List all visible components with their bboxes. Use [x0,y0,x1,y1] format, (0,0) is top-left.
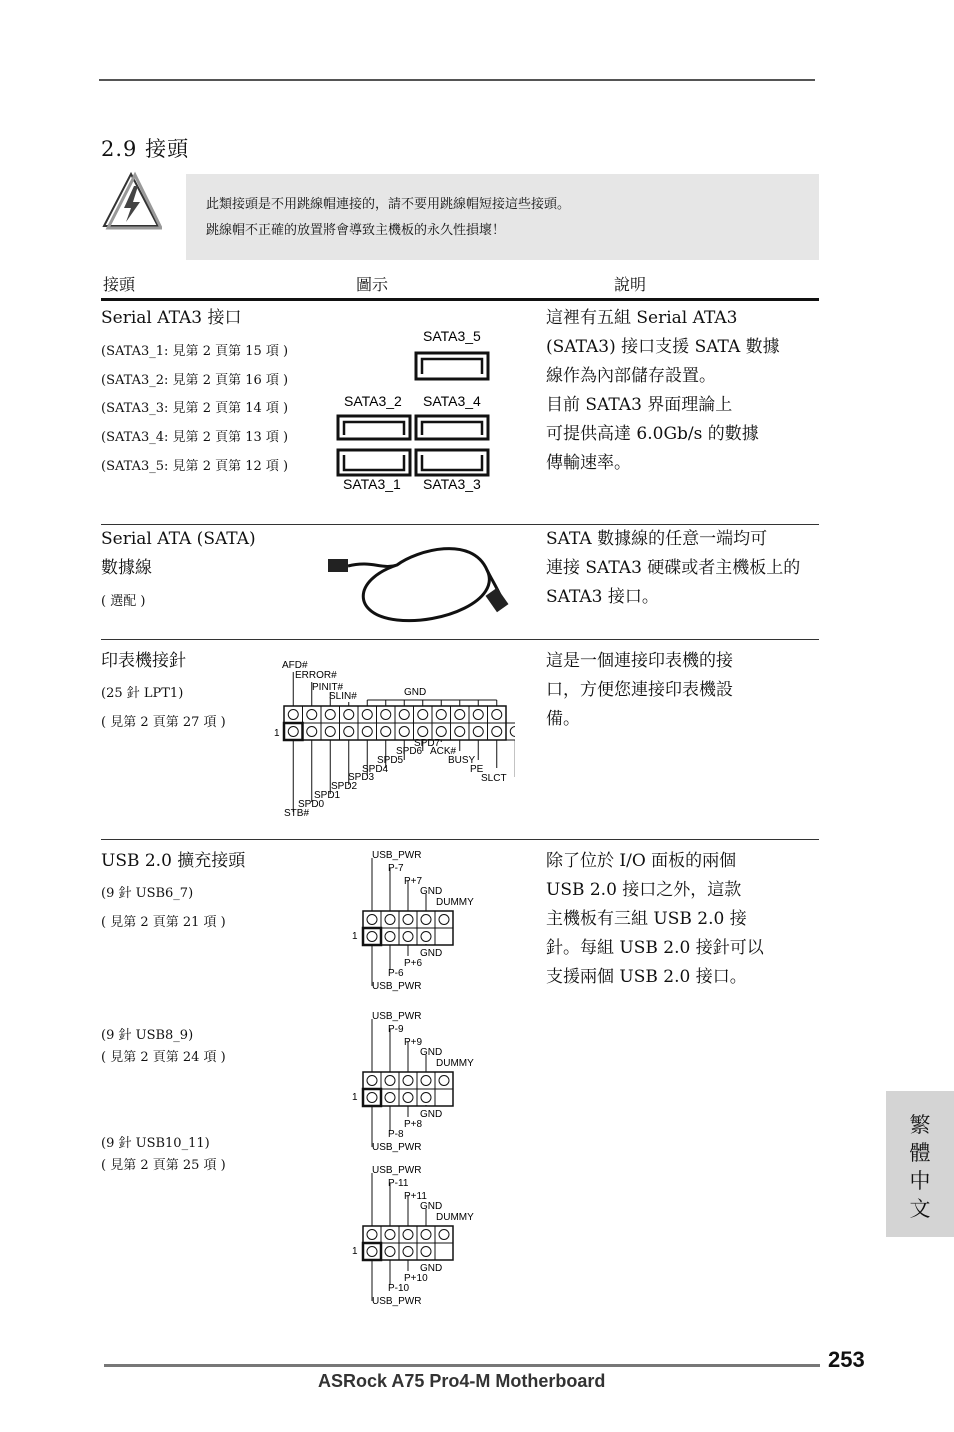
usb-pin-pd: P-8 [388,1129,404,1140]
sata3-desc-line-1: 這裡有五組 Serial ATA3 [546,308,738,328]
pin-spd1: SPD1 [314,790,341,801]
cable-connector-right [486,588,509,612]
usb-pin-gnd2: GND [420,1263,443,1274]
sata3-desc-line-5: 可提供高達 6.0Gb/s 的數據 [546,424,759,444]
side-tab-label: 繁體中文 [909,1113,931,1221]
usb-pin-gnd: GND [420,886,443,897]
sata3-desc-line-3: 線作為內部儲存設置。 [546,366,716,386]
sata3-4-port [416,416,488,439]
printer-desc-line-2: 口，方便您連接印表機設 [546,680,733,700]
language-side-tab [886,1091,954,1237]
usb-pin-pwr2: USB_PWR [372,1296,422,1307]
pin-pinit: PINIT# [312,682,344,693]
usb-pin-pc: P+6 [404,958,423,969]
usb-pin-gnd2: GND [420,948,443,959]
usb-pin-pc: P+10 [404,1273,428,1284]
printer-ref: ( 見第 2 頁第 27 項 ) [101,715,226,730]
header-figure: 圖示 [356,275,389,294]
sata3-2-port [338,416,410,439]
usb-ref-2: ( 見第 2 頁第 24 項 ) [101,1050,226,1065]
header-description: 說明 [614,275,647,294]
usb-ref-3: ( 見第 2 頁第 25 項 ) [101,1158,226,1173]
sata3-ref-3: (SATA3_3: 見第 2 頁第 14 項 ) [101,401,289,416]
usb-pin-dummy: DUMMY [436,1058,474,1069]
row-separator [101,639,819,640]
pin-busy: BUSY [448,755,476,766]
warning-box [186,174,819,260]
sata3-ref-2: (SATA3_2: 見第 2 頁第 16 項 ) [101,373,289,388]
top-rule [99,79,815,81]
header-connector: 接頭 [103,275,136,294]
usb-pin-one: 1 [352,1246,358,1257]
usb-desc-line-3: 主機板有三組 USB 2.0 接 [546,909,747,929]
printer-sub: (25 針 LPT1) [101,686,184,701]
footer-title: ASRock A75 Pro4-M Motherboard [318,1371,606,1391]
sata3-description [546,304,821,478]
label-sata3-4: SATA3_4 [423,393,481,409]
cable-connector-left [328,559,348,572]
usb-pin-dummy: DUMMY [436,1212,474,1223]
sata3-name: Serial ATA3 接口 [101,308,242,328]
usb-desc-line-1: 除了位於 I/O 面板的兩個 [546,851,737,871]
sata3-desc-line-4: 目前 SATA3 界面理論上 [546,395,733,415]
usb-pin-gnd: GND [420,1047,443,1058]
pin-spd4: SPD4 [362,764,389,775]
usb-desc-line-2: USB 2.0 接口之外，這款 [546,880,742,900]
pin-gnd: GND [404,687,427,698]
sata3-3-port [416,450,488,475]
usb-desc-line-4: 針。每組 USB 2.0 接針可以 [546,938,764,958]
pin-spd3: SPD3 [348,772,375,783]
label-sata3-2: SATA3_2 [344,393,402,409]
printer-header-diagram [270,652,515,822]
sata3-ref-5: (SATA3_5: 見第 2 頁第 12 項 ) [101,459,289,474]
row-separator [101,839,819,840]
sata-cable-name-1: Serial ATA (SATA) [101,529,256,549]
footer-rule [104,1364,820,1367]
usb-pin-pwr: USB_PWR [372,1011,422,1022]
sata-cable-note: ( 選配 ) [101,594,146,609]
usb-pin-gnd2: GND [420,1109,443,1120]
pin-spd7: SPD7 [414,738,441,749]
printer-desc-line-3: 備。 [546,709,580,729]
label-sata3-1: SATA3_1 [343,476,401,492]
sata-cable-name-2: 數據線 [101,558,152,578]
pin-ack: ACK# [430,746,457,757]
printer-desc-line-1: 這是一個連接印表機的接 [546,651,733,671]
sata3-desc-line-2: (SATA3) 接口支援 SATA 數據 [546,337,780,357]
sata3-5-port [416,353,488,379]
warning-line-1: 此類接頭是不用跳線帽連接的，請不要用跳線帽短接這些接頭。 [206,197,571,212]
usb-description [546,847,821,992]
pin-spd2: SPD2 [331,781,358,792]
sata-cable-description [546,525,821,612]
pin-afd: AFD# [282,660,308,671]
sata3-ports-diagram [330,322,510,497]
usb6-7-header-diagram [350,848,490,996]
usb-sub-1: (9 針 USB6_7) [101,886,194,901]
usb-pin-pd: P-10 [388,1283,410,1294]
sata-cable-desc-line-1: SATA 數據線的任意一端均可 [546,529,768,549]
usb-pin-pa: P-9 [388,1024,404,1035]
usb-pin-pwr: USB_PWR [372,1165,422,1176]
warning-line-2: 跳線帽不正確的放置將會導致主機板的永久性損壞！ [206,223,506,238]
sata3-1-port [338,450,410,475]
pin-slin: SLIN# [329,691,357,702]
usb-pin-pwr: USB_PWR [372,850,422,861]
usb8-9-header-diagram [350,1009,490,1157]
usb-ref-1: ( 見第 2 頁第 21 項 ) [101,915,226,930]
usb-pin-pa: P-7 [388,863,404,874]
usb-pin-gnd: GND [420,1201,443,1212]
pin-pe: PE [470,764,484,775]
usb-pin-pwr2: USB_PWR [372,1142,422,1153]
sata3-desc-line-6: 傳輸速率。 [546,453,631,473]
pin-stb: STB# [284,808,310,819]
pin-slct: SLCT [481,773,507,784]
usb-pin-pwr2: USB_PWR [372,981,422,992]
sata-cable-desc-line-3: SATA3 接口。 [546,587,659,607]
label-sata3-5: SATA3_5 [423,328,481,344]
usb-sub-2: (9 針 USB8_9) [101,1028,194,1043]
usb-pin-pb: P+7 [404,876,423,887]
printer-description [546,647,821,734]
header-rule [101,298,819,301]
pin-spd6: SPD6 [396,746,423,757]
section-title: 2.9 接頭 [101,137,190,161]
pin-spd5: SPD5 [377,755,404,766]
sata3-ref-1: (SATA3_1: 見第 2 頁第 15 項 ) [101,344,289,359]
usb-pin-pb: P+9 [404,1037,423,1048]
pin-error: ERROR# [295,670,337,681]
usb-pin-one: 1 [352,1092,358,1103]
warning-icon [100,170,162,232]
usb-pin-one: 1 [352,931,358,942]
usb-pin-dummy: DUMMY [436,897,474,908]
pin-spd0: SPD0 [298,799,325,810]
page-number: 253 [828,1347,865,1372]
usb-sub-3: (9 針 USB10_11) [101,1136,210,1151]
pin-one: 1 [274,728,280,739]
usb-name: USB 2.0 擴充接頭 [101,851,246,871]
usb-pin-pa: P-11 [388,1178,409,1189]
sata-cable-image [322,540,512,630]
sata3-ref-4: (SATA3_4: 見第 2 頁第 13 項 ) [101,430,289,445]
usb-pin-pc: P+8 [404,1119,423,1130]
usb-pin-pb: P+11 [404,1191,427,1202]
usb10-11-header-diagram [350,1163,490,1311]
usb-pin-pd: P-6 [388,968,404,979]
printer-name: 印表機接針 [101,651,186,671]
sata-cable-desc-line-2: 連接 SATA3 硬碟或者主機板上的 [546,558,801,578]
label-sata3-3: SATA3_3 [423,476,481,492]
usb-desc-line-5: 支援兩個 USB 2.0 接口。 [546,967,747,987]
